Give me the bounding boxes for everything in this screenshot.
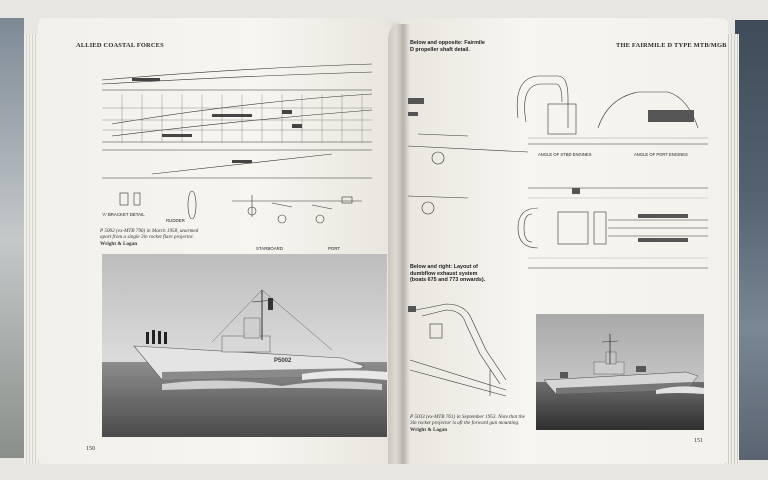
exhaust-caption: Below and right: Layout of dumbflow exhaust system (boats 675 and 773 onwards). [410, 264, 486, 284]
port-label: PORT [328, 246, 341, 251]
left-folio: 150 [86, 446, 95, 452]
left-photo-hull-number: P5002 [274, 358, 292, 364]
angle-stbd-label: ANGLE OF STBD ENGINES [538, 152, 592, 157]
bracket-detail-label: 'A' BRACKET DETAIL [102, 212, 145, 217]
right-photo-caption: P 5033 (ex-MTB 761) in September 1953. Note that the 3in rocket projector is aft the forward gun mounting. Wright & Logan [410, 414, 525, 433]
starboard-label: STARBOARD [256, 246, 283, 251]
right-boat-photo [536, 314, 704, 430]
left-running-head: ALLIED COASTAL FORCES [76, 42, 164, 49]
right-page [388, 18, 728, 464]
exhaust-system-drawing [406, 290, 516, 400]
angle-port-label: ANGLE OF PORT ENGINES [634, 152, 688, 157]
left-page [38, 18, 403, 464]
left-photo-credit: Wright & Logan [100, 240, 138, 247]
left-boat-photo [102, 254, 387, 437]
top-drawing-caption: Below and opposite: Fairmile D propeller shaft detail. [410, 40, 485, 53]
rudder-label: RUDDER [166, 218, 185, 223]
open-book [18, 14, 748, 466]
right-folio: 151 [694, 438, 703, 444]
right-photo-credit: Wright & Logan [410, 426, 448, 433]
right-running-head: THE FAIRMILE D TYPE MTB/MGB [616, 42, 727, 49]
book-gutter [396, 24, 410, 464]
hull-line-drawing [92, 50, 382, 180]
left-photo-caption: P 5002 (ex-MTB 796) in March 1958, unarmed apart from a single 3in rocket flare projector. Wright & Logan [100, 228, 199, 247]
